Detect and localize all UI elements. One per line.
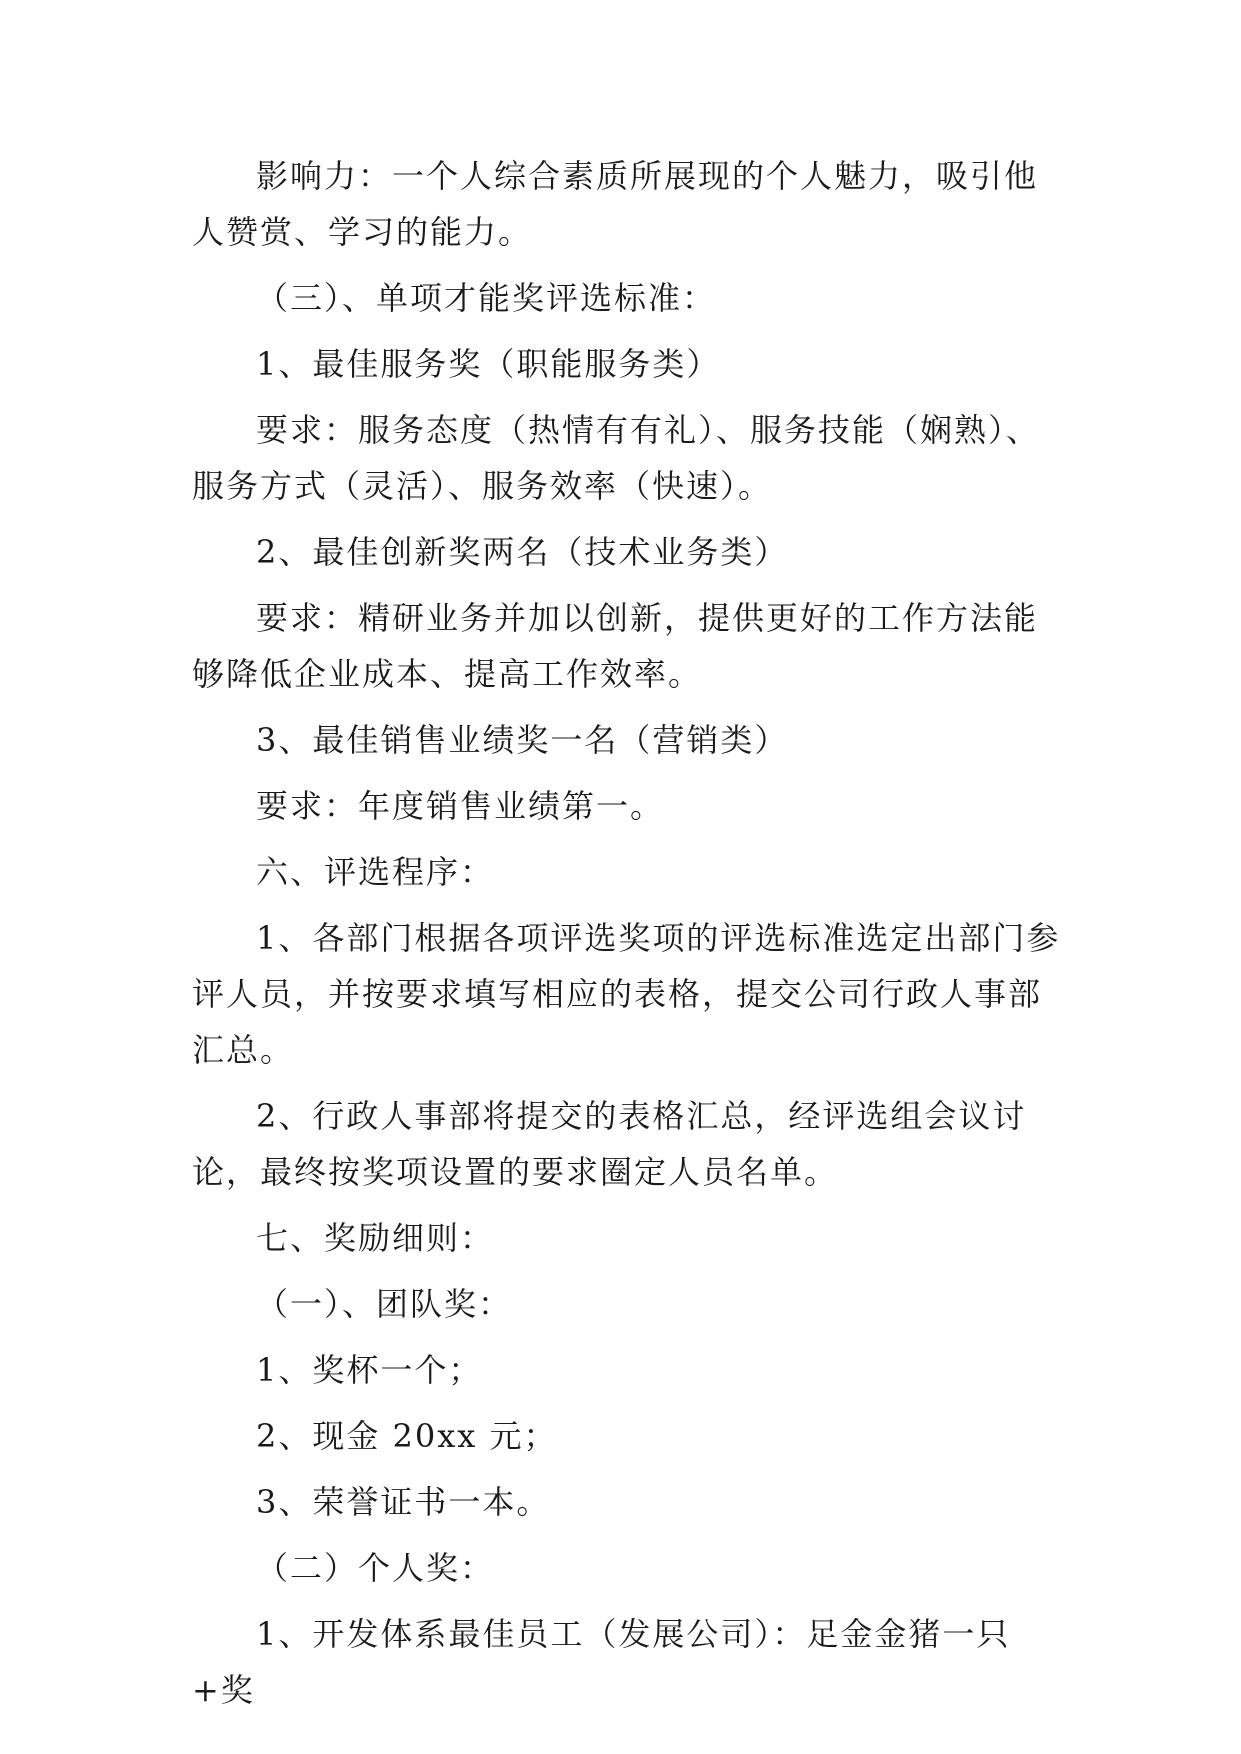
paragraph-individual-award-heading: （二）个人奖： <box>256 1549 495 1587</box>
paragraph-best-innovation-award: 2、最佳创新奖两名（技术业务类） <box>256 533 789 571</box>
paragraph-sales-requirements: 要求：年度销售业绩第一。 <box>256 787 665 825</box>
paragraph-team-award-certificate: 3、荣誉证书一本。 <box>256 1483 551 1521</box>
paragraph-team-award-heading: （一）、团队奖： <box>256 1285 513 1323</box>
paragraph-reward-rules-heading: 七、奖励细则： <box>256 1219 495 1257</box>
document-body <box>192 148 1062 1718</box>
paragraph-best-employee-development: 1、开发体系最佳员工（发展公司）：足金金猪一只+奖 <box>192 1615 1011 1709</box>
paragraph-best-service-award: 1、最佳服务奖（职能服务类） <box>256 345 721 383</box>
paragraph-service-requirements: 要求：服务态度（热情有有礼）、服务技能（娴熟）、服务方式（灵活）、服务效率（快速）。 <box>192 411 1041 505</box>
paragraph-procedure-step-2: 2、行政人事部将提交的表格汇总，经评选组会议讨论，最终按奖项设置的要求圈定人员名单。 <box>192 1097 1027 1191</box>
paragraph-best-sales-award: 3、最佳销售业绩奖一名（营销类） <box>256 721 789 759</box>
paragraph-section-3-heading: （三）、单项才能奖评选标准： <box>256 279 717 317</box>
paragraph-team-award-cash: 2、现金 20xx 元； <box>256 1417 558 1455</box>
paragraph-procedure-step-1: 1、各部门根据各项评选奖项的评选标准选定出部门参评人员，并按要求填写相应的表格，提交公司行政人事部汇总。 <box>192 919 1061 1069</box>
paragraph-selection-procedure-heading: 六、评选程序： <box>256 853 495 891</box>
paragraph-influence: 影响力：一个人综合素质所展现的个人魅力，吸引他人赞赏、学习的能力。 <box>192 157 1039 251</box>
paragraph-innovation-requirements: 要求：精研业务并加以创新，提供更好的工作方法能够降低企业成本、提高工作效率。 <box>192 599 1039 693</box>
paragraph-team-award-trophy: 1、奖杯一个； <box>256 1351 483 1389</box>
